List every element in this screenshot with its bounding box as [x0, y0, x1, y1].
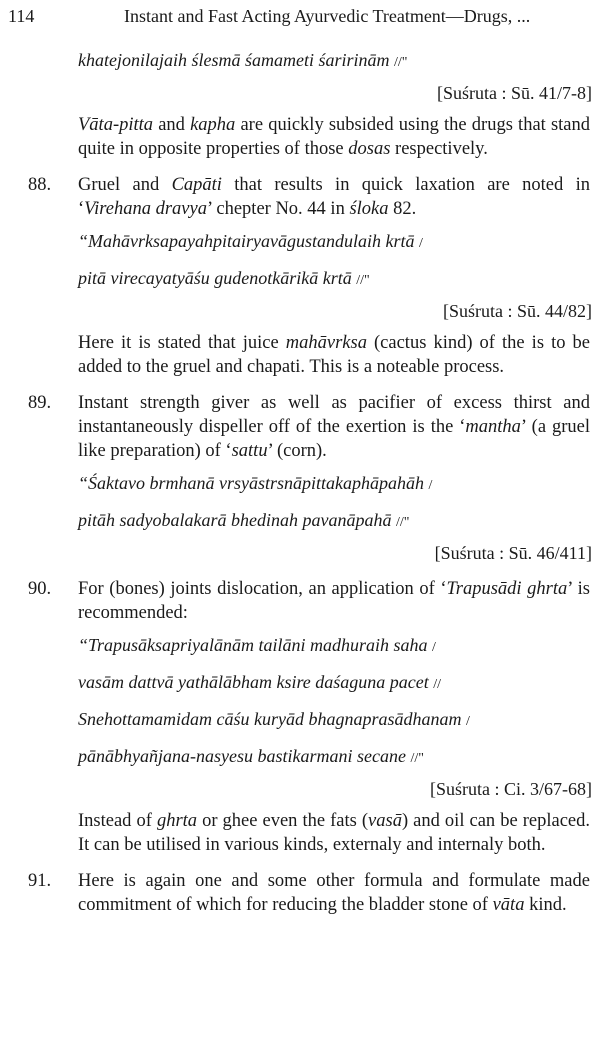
verse-line: [78, 266, 600, 293]
verse-mark: /: [465, 714, 470, 729]
term: vāta: [492, 895, 525, 915]
text-run: kind.: [524, 895, 567, 915]
citation: [Suśruta : Sū. 41/7-8]: [437, 83, 592, 103]
citation: [Suśruta : Sū. 44/82]: [442, 301, 592, 321]
term: Virehana dravya: [84, 199, 207, 219]
verse-text: khatejonilajaih ślesmā śamameti śaririnām: [78, 50, 390, 70]
verse-mark: //": [356, 273, 370, 288]
verse-line: [78, 744, 600, 771]
verse-line: [78, 670, 600, 697]
verse-mark: //": [410, 751, 424, 766]
verse-mark: //: [433, 677, 442, 692]
text-run: Instant strength giver as well as pacifier of excess thirst and instantaneously dispeller off of the exertion is the ‘: [78, 393, 590, 437]
item-number: 88.: [28, 175, 52, 195]
text-run: ’ is recommended:: [78, 579, 590, 623]
term: mantha: [465, 417, 521, 437]
item-number: 89.: [28, 393, 52, 413]
paragraph: [78, 331, 590, 379]
verse-mark: /: [428, 478, 433, 493]
text-run: 82.: [388, 199, 417, 219]
verse-line: [78, 471, 600, 498]
text-run: ’ (corn).: [267, 441, 327, 461]
verse-mark: //": [394, 55, 408, 70]
verse-text: vasām dattvā yathālābham ksire daśaguna pacet: [78, 672, 429, 692]
text-run: Gruel and: [78, 175, 172, 195]
numbered-item-88: [28, 173, 590, 221]
verse-text: “Trapusāksapriyalānām tailāni madhuraih saha: [78, 635, 428, 655]
verse-line: [78, 707, 600, 734]
text-run: are quickly subsided using the drugs that stand quite in opposite properties of those: [78, 115, 591, 159]
term: sattu: [231, 441, 268, 461]
term: Capāti: [171, 175, 222, 195]
paragraph: [78, 809, 590, 857]
term: ghrta: [156, 811, 198, 831]
page-body: [0, 48, 600, 917]
citation: [Suśruta : Sū. 46/411]: [434, 543, 592, 563]
verse-text: “Śaktavo brmhanā vrsyāstrsnāpittakaphāpahāh: [78, 473, 424, 493]
item-number: 90.: [28, 579, 52, 599]
running-title: Instant and Fast Acting Ayurvedic Treatment—Drugs, ...: [124, 6, 531, 26]
numbered-item-90: [28, 577, 590, 625]
text-run: ’ chepter No. 44 in: [206, 199, 350, 219]
numbered-item-91: [28, 869, 590, 917]
text-run: For (bones) joints dislocation, an application of ‘: [78, 579, 447, 599]
verse-text: pitāh sadyobalakarā bhedinah pavanāpahā: [78, 510, 392, 530]
verse-mark: /: [432, 640, 436, 655]
text-run: respectively.: [390, 139, 488, 159]
verse-text: pitā virecayatyāśu gudenotkārikā krtā: [78, 268, 352, 288]
verse-text: “Mahāvrksapayahpitairyavāgustandulaih krtā: [78, 231, 415, 251]
text-run: Here is again one and some other formula and formulate made commitment of which for reducing the bladder stone of: [78, 871, 590, 915]
verse-text: Snehottamamidam cāśu kuryād bhagnaprasādhanam: [78, 709, 462, 729]
term: śloka: [349, 199, 389, 219]
term: Trapusādi ghrta: [446, 579, 568, 599]
paragraph: [78, 113, 590, 161]
page-number: 114: [8, 6, 35, 26]
verse-line: [78, 229, 600, 256]
text-run: (cactus kind) of the is to be added to the gruel and chapati. This is a noteable process.: [78, 333, 590, 377]
text-run: ’ (a gruel like preparation) of ‘: [78, 417, 591, 461]
text-run: Here it is stated that juice: [78, 333, 286, 353]
verse-line: [78, 633, 600, 660]
term: Vāta-pitta: [78, 115, 154, 135]
text-run: that results in quick laxation are noted in ‘: [78, 175, 590, 219]
text-run: ) and oil can be replaced. It can be utilised in various kinds, externaly and internaly both.: [78, 811, 591, 855]
text-run: or ghee even the fats (: [197, 811, 369, 831]
numbered-item-89: [28, 391, 591, 463]
text-run: and: [153, 115, 191, 135]
verse-mark: //": [395, 515, 410, 530]
text-run: Instead of: [78, 811, 157, 831]
term: vasā: [368, 811, 402, 831]
item-number: 91.: [28, 871, 52, 891]
term: dosas: [348, 139, 391, 159]
term: kapha: [190, 115, 236, 135]
verse-text: pānābhyañjana-nasyesu bastikarmani secane: [78, 746, 406, 766]
verse-mark: /: [418, 236, 423, 251]
citation: [Suśruta : Ci. 3/67-68]: [430, 779, 592, 799]
page-header: [8, 4, 590, 28]
verse-line: [78, 508, 600, 535]
term: mahāvrksa: [285, 333, 367, 353]
verse-line: [78, 48, 600, 75]
